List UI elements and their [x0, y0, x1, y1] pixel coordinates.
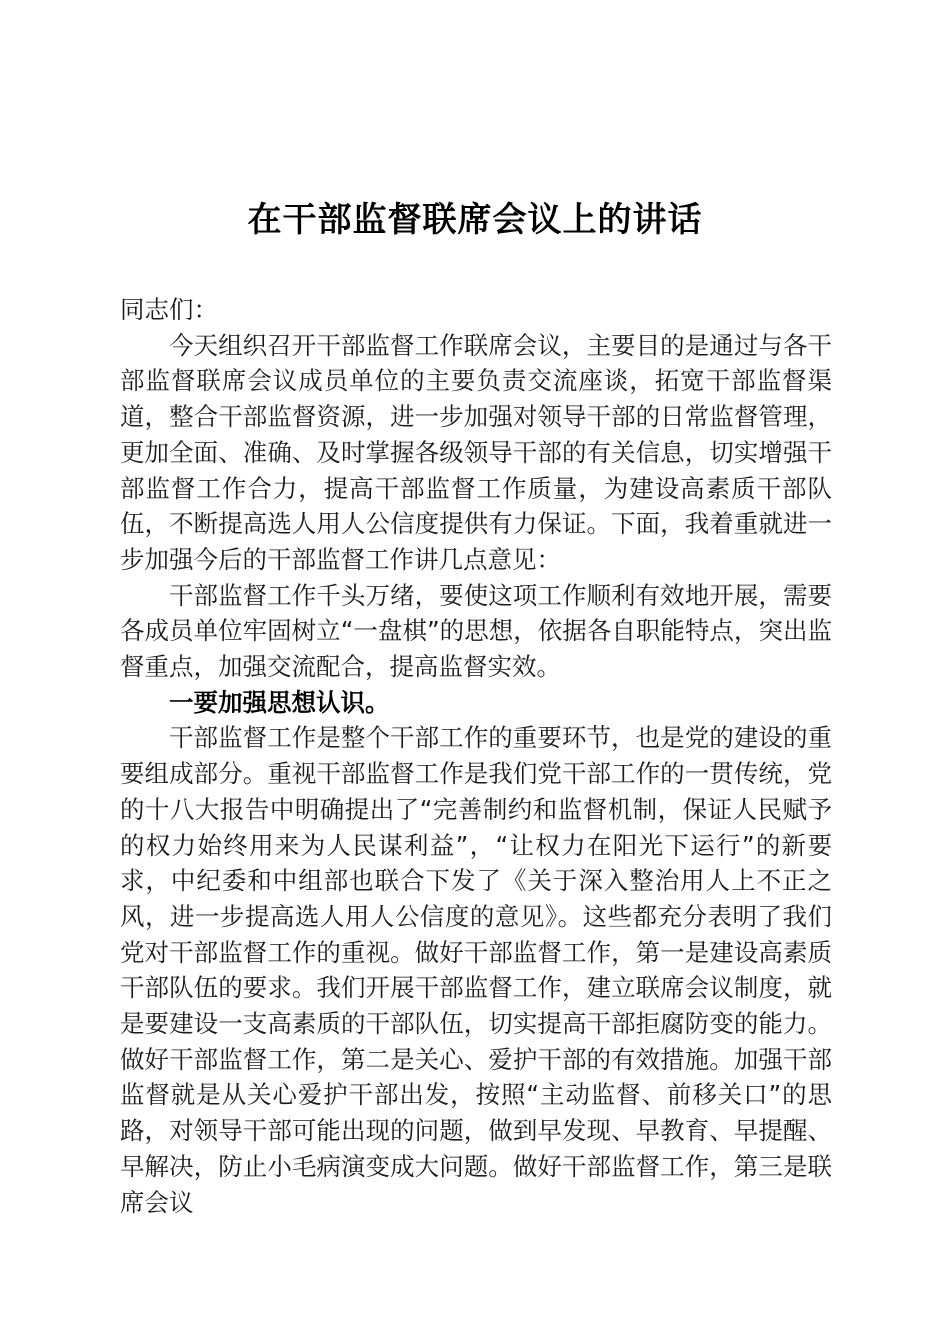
greeting: 同志们： — [120, 295, 218, 324]
paragraph: 今天组织召开干部监督工作联席会议，主要目的是通过与各干部监督联席会议成员单位的主要负责交流座谈，拓宽干部监督渠道，整合干部监督资源，进一步加强对领导干部的日常监督管理，更加全面、准确、及时掌握各级领导干部的有关信息，切实增强干部监督工作合力，提高干部监督工作质量，为建设高素质干部队伍，不断提高选人用人公信度提供有力保证。下面，我着重就进一步加强今后的干部监督工作讲几点意见： — [120, 330, 832, 574]
document-body — [120, 292, 832, 1220]
section-paragraph: 干部监督工作是整个干部工作的重要环节，也是党的建设的重要组成部分。重视干部监督工作是我们党干部工作的一贯传统，党的十八大报告中明确提出了“完善制约和监督机制，保证人民赋予的权力始终用来为人民谋利益”，“让权力在阳光下运行”的新要求，中纪委和中组部也联合下发了《关于深入整治用人上不正之风，进一步提高选人用人公信度的意见》。这些都充分表明了我们党对干部监督工作的重视。做好干部监督工作，第一是建设高素质干部队伍的要求。我们开展干部监督工作，建立联席会议制度，就是要建设一支高素质的干部队伍，切实提高干部拒腐防变的能力。做好干部监督工作，第二是关心、爱护干部的有效措施。加强干部监督就是从关心爱护干部出发，按照“主动监督、前移关口”的思路，对领导干部可能出现的问题，做到早发现、早教育、早提醒、早解决，防止小毛病演变成大问题。做好干部监督工作，第三是联席会议 — [120, 723, 832, 1217]
section-heading: 一要加强思想认识。 — [169, 687, 390, 717]
paragraph: 干部监督工作千头万绪，要使这项工作顺利有效地开展，需要各成员单位牢固树立“一盘棋”的思想，依据各自职能特点，突出监督重点，加强交流配合，提高监督实效。 — [120, 580, 832, 682]
document-title: 在干部监督联席会议上的讲话 — [247, 200, 703, 240]
